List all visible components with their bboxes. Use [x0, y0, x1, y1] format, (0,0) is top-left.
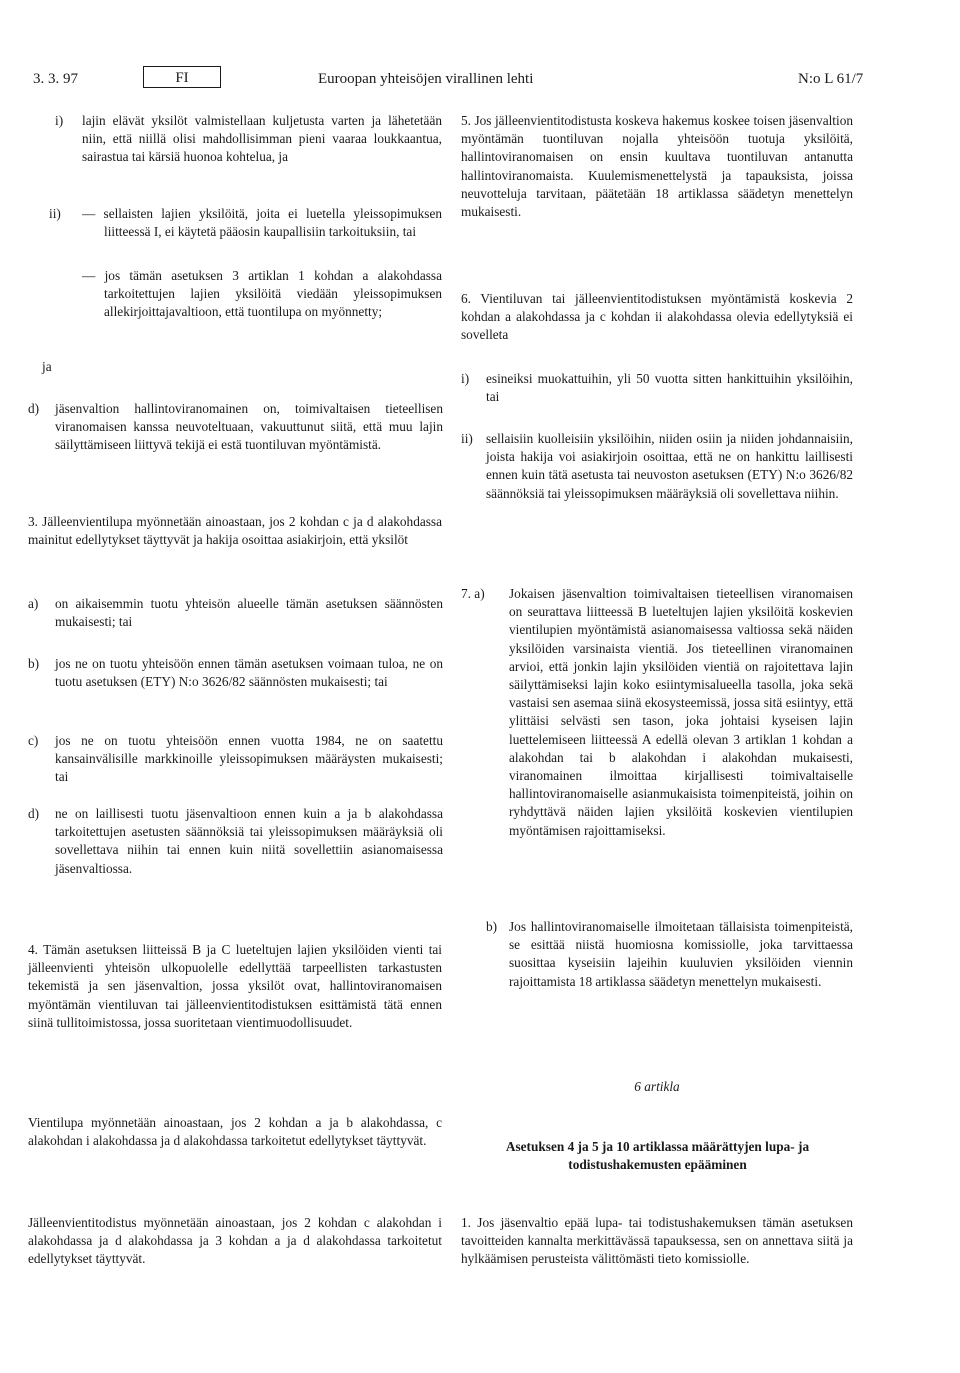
item-ii-dash2: — jos tämän asetuksen 3 artiklan 1 kohdan a alakohdassa tarkoitettujen lajien yksilöitä viedään yleissopimuksen allekirjoittajavaltioon, että tuontilupa on myönnetty; — [82, 268, 442, 320]
item-c-label: c) — [28, 733, 39, 748]
journal-title: Euroopan yhteisöjen virallinen lehti — [318, 71, 534, 87]
language-code: FI — [175, 70, 189, 86]
paragraph-5: 5. Jos jälleenvientitodistusta koskeva hakemus koskee toisen jäsenvaltion myöntämän tuontiluvan nojalla yhteisöön tuotuja yksilöitä, hallintoviranomaisen on ensin kuultava tuontiluvan antanutta hallintoviranomaista. Kuulemismenettelystä ja tapauksista, joissa neuvotteluja tarvitaan, päätetään 18 artiklassa säädetyn menettelyn mukaisesti. — [461, 113, 853, 220]
item-7b-text: Jos hallintoviranomaiselle ilmoitetaan tällaisista toimenpiteistä, se esittää niistä huomiosna komissiolle, joka tarvittaessa suosittaa kyseisiin lajeihin kuuluvien yksilöiden viennin rajoittamista 18 artiklassa säädetyn menettelyn mukaisesti. — [509, 919, 853, 989]
item-a-text: on aikaisemmin tuotu yhteisön alueelle tämän asetuksen säännösten mukaisesti; tai — [55, 596, 443, 630]
paragraph-3: 3. Jälleenvientilupa myönnetään ainoastaan, jos 2 kohdan c ja d alakohdassa mainitut edellytykset täyttyvät ja hakija osoittaa asiakirjoin, että yksilöt — [28, 514, 442, 548]
page-number: N:o L 61/7 — [798, 71, 864, 87]
item-b-label: b) — [28, 656, 40, 671]
article-title: Asetuksen 4 ja 5 ja 10 artiklassa määrättyjen lupa- ja todistushakemusten epääminen — [505, 1139, 810, 1173]
paragraph-vientilupa: Vientilupa myönnetään ainoastaan, jos 2 kohdan a ja b alakohdassa, c alakohdan i alakohdassa ja d alakohdassa tarkoitetut edellytykset täyttyvät. — [28, 1115, 442, 1149]
article-paragraph-1: 1. Jos jäsenvaltio epää lupa- tai todistushakemuksen tämän asetuksen tavoitteiden kannalta merkittävässä tapauksessa, sen on annettava siitä ja hylkäämisen perusteista välittömästi tieto komissiolle. — [461, 1215, 853, 1267]
item-6i-label: i) — [461, 371, 470, 386]
item-d2-label: d) — [28, 806, 40, 821]
item-d2-text: ne on laillisesti tuotu jäsenvaltioon ennen kuin a ja b alakohdassa tarkoitettujen asetusten säännöksiä tai yleissopimuksen määräyksiä oli sovellettava niihin tai ennen kuin niitä sovellettiin asianomaisessa jäsenvaltiossa. — [55, 806, 443, 876]
item-7b-label: b) — [486, 919, 498, 934]
item-a-label: a) — [28, 596, 39, 611]
item-c-text: jos ne on tuotu yhteisöön ennen vuotta 1984, ne on saatettu kansainvälisille markkinoille yleissopimuksen määräysten mukaisesti; tai — [55, 733, 443, 785]
conjunction-ja: ja — [42, 359, 52, 374]
item-7a-label: 7. a) — [461, 586, 485, 601]
item-6ii-label: ii) — [461, 431, 473, 446]
article-number: 6 artikla — [634, 1079, 680, 1094]
item-d-text: jäsenvaltion hallintoviranomainen on, toimivaltaisen tieteellisen viranomaisen kanssa neuvoteltuaan, vakuuttunut siitä, että muu lajin säilyttämiseen liittyvä tekijä ei estä tuontiluvan myöntämistä. — [55, 401, 443, 453]
item-ii-dash1: — sellaisten lajien yksilöitä, joita ei luetella yleissopimuksen liitteessä I, ei käytetä pääosin kaupallisiin tarkoituksiin, tai — [82, 206, 442, 240]
item-6i-text: esineiksi muokattuihin, yli 50 vuotta sitten hankittuihin yksilöihin, tai — [486, 371, 853, 405]
paragraph-6: 6. Vientiluvan tai jälleenvientitodistuksen myöntämistä koskevia 2 kohdan a alakohdassa ja c kohdan ii alakohdassa olevia edellytyksiä ei sovelleta — [461, 291, 853, 343]
language-box — [143, 66, 221, 88]
header-date: 3. 3. 97 — [33, 71, 78, 87]
paragraph-4: 4. Tämän asetuksen liitteissä B ja C lueteltujen lajien yksilöiden vienti tai jälleenvienti yhteisön ulkopuolelle edellyttää tarpeellisten tarkastusten tekemistä ja sen jäsenvaltion, jossa yksilöt ovat, hallintoviranomaisen myöntämän vientiluvan tai jälleenvientitodistuksen esittämistä tätä ennen siinä tullitoimistossa, jossa suoritetaan vientimuodollisuudet. — [28, 942, 442, 1030]
item-d-label: d) — [28, 401, 40, 416]
item-7a-text: Jokaisen jäsenvaltion toimivaltaisen tieteellisen viranomaisen on seurattava liitteessä B lueteltujen lajien yksilöitä koskevien vientilupien myöntämistä asianomaisessa valtiossa sekä näiden yksilöiden varsinaista vientiä. Jos tieteellinen viranomainen arvioi, että jonkin lajin yksilöiden vientiä on rajoitettava lajin säilyttämiseksi lajin koko esiintymisalueella tasolla, joka sekä vastaisi sen asemaa siinä ekosysteemissä, jossa sitä esiintyy, että ylittäisi selvästi sen tason, joka johtaisi kyseisen lajin luettelemiseen liitteessä A edellä olevan 3 artiklan 1 kohdan a alakohdan tai b alakohdan i alakohdan mukaisesti, viranomainen ilmoittaa kirjallisesti toimivaltaiselle hallintoviranomaiselle asianmukaisista toimenpiteistä, joihin on ryhdyttävä näiden lajien yksilöitä koskevien vientilupien myöntämisen rajoittamiseksi. — [509, 586, 853, 838]
paragraph-jalleenvientitodistus: Jälleenvientitodistus myönnetään ainoastaan, jos 2 kohdan c alakohdan i alakohdassa ja d alakohdassa ja 3 kohdan a ja d alakohdassa tarkoitetut edellytykset täyttyvät. — [28, 1215, 442, 1267]
item-i-label: i) — [55, 113, 64, 128]
item-ii-label: ii) — [49, 206, 61, 221]
item-i-text: lajin elävät yksilöt valmistellaan kuljetusta varten ja lähetetään niin, että niillä olisi mahdollisimman pieni vaaraa loukkaantua, sairastua tai kärsiä huonoa kohtelua, ja — [82, 113, 442, 165]
item-6ii-text: sellaisiin kuolleisiin yksilöihin, niiden osiin ja niiden johdannaisiin, joista hakija voi asiakirjoin osoittaa, että ne on hankittu laillisesti ennen kuin tätä asetusta tai neuvoston asetuksen (ETY) N:o 3626/82 säännöksiä tai yleissopimuksen määräyksiä oli sovellettava niihin. — [486, 431, 853, 501]
item-b-text: jos ne on tuotu yhteisöön ennen tämän asetuksen voimaan tuloa, ne on tuotu asetuksen (ETY) N:o 3626/82 säännösten mukaisesti; tai — [55, 656, 443, 690]
